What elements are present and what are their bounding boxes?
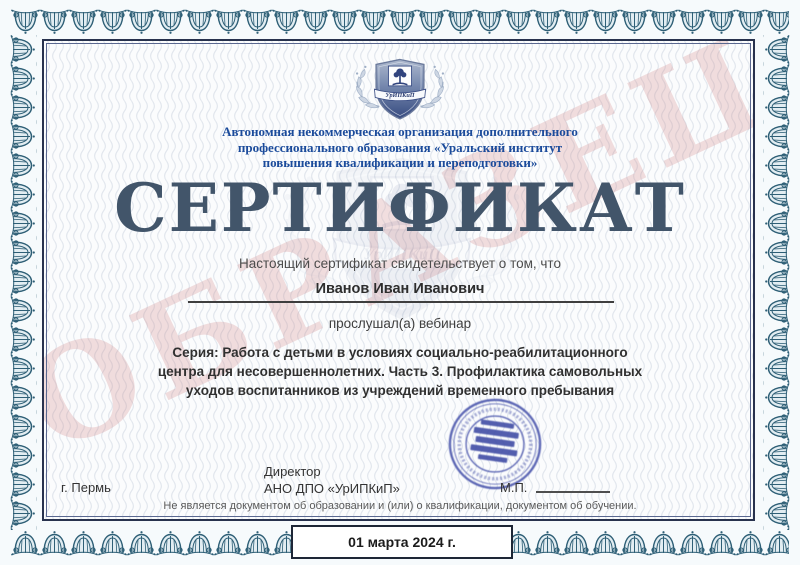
stamp-redacted-text	[469, 418, 521, 464]
issuer-line: Автономная некоммерческая организация дополнительного	[222, 124, 578, 139]
city-label: г. Пермь	[61, 480, 111, 495]
topic-line: уходов воспитанников из учреждений временного пребывания	[185, 383, 615, 398]
certificate-title: СЕРТИФИКАТ	[114, 169, 686, 247]
seal-mark-label: М.П.	[500, 480, 528, 495]
ornamental-border-top	[11, 8, 789, 35]
topic-line: Серия: Работа с детьми в условиях социально-реабилитационного	[172, 345, 628, 360]
signatory-block	[264, 464, 400, 497]
issuer-name	[100, 124, 700, 171]
issue-date: 01 марта 2024 г.	[348, 534, 456, 550]
signature-line	[536, 491, 610, 493]
recipient-underline	[188, 301, 614, 303]
statement-text: Настоящий сертификат свидетельствует о том, что	[239, 256, 561, 271]
signatory-organization: АНО ДПО «УрИПКиП»	[264, 480, 400, 496]
disclaimer-text: Не является документом об образовании и (или) о квалификации, документом об обучении.	[163, 500, 637, 512]
recipient-name: Иванов Иван Иванович	[315, 281, 485, 297]
issuer-line: профессионального образования «Уральский институт	[237, 139, 563, 155]
official-seal-stamp	[446, 396, 544, 492]
signatory-position: Директор	[264, 464, 321, 479]
issue-date-box	[291, 525, 513, 559]
institute-logo	[338, 57, 462, 123]
action-text: прослушал(а) вебинар	[328, 316, 472, 331]
topic-line: центра для несовершеннолетних. Часть 3. Профилактика самовольных	[157, 364, 643, 379]
issuer-line: повышения квалификации и переподготовки»	[262, 155, 538, 170]
webinar-topic	[0, 343, 800, 400]
